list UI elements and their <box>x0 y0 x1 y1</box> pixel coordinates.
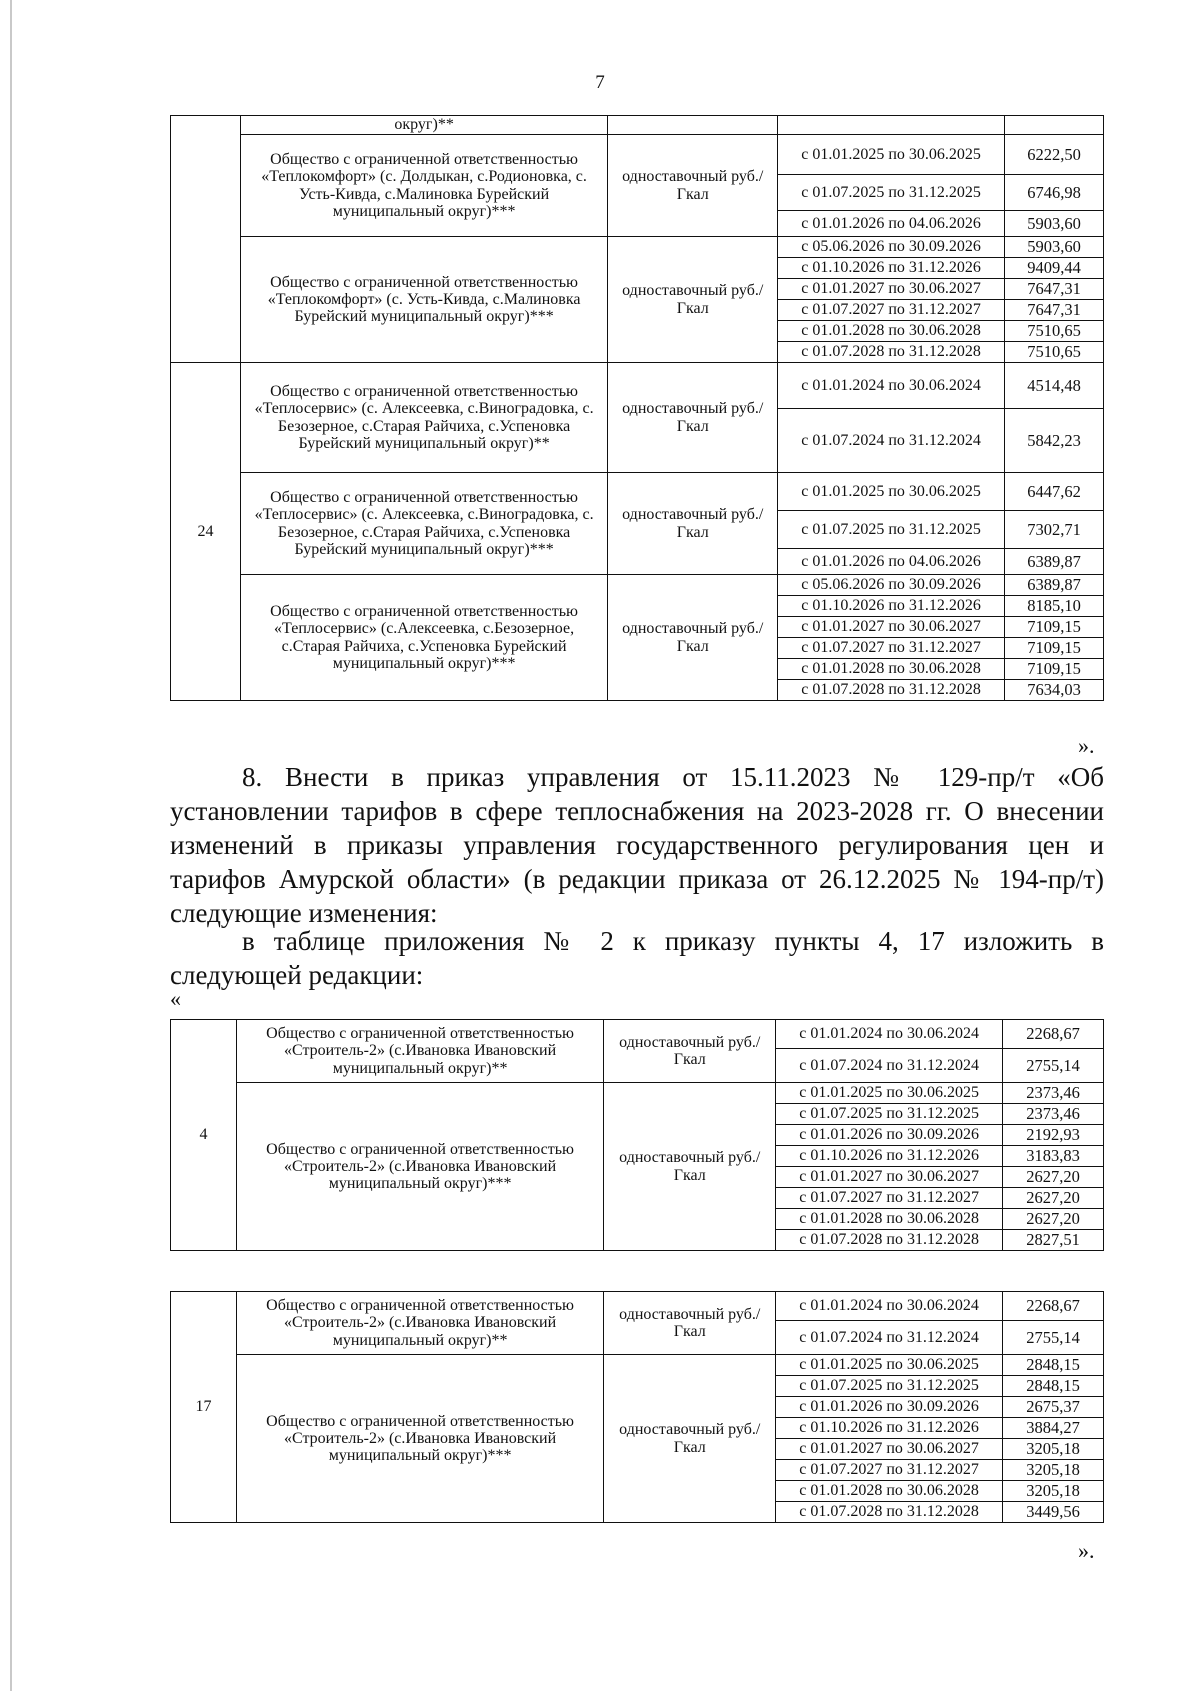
tariff-value-cell: 7510,65 <box>1005 342 1104 363</box>
tariff-value-cell: 2192,93 <box>1003 1125 1104 1146</box>
scan-edge <box>10 0 12 1691</box>
unit-cell: одноставочный руб./Гкал <box>608 237 778 363</box>
tariff-value-cell <box>1005 116 1104 135</box>
tariff-value-cell: 2627,20 <box>1003 1188 1104 1209</box>
tariff-value-cell: 4514,48 <box>1005 363 1104 409</box>
tariff-value-cell: 6389,87 <box>1005 575 1104 596</box>
period-cell: с 01.07.2027 по 31.12.2027 <box>778 300 1005 321</box>
closing-quote: ». <box>1078 733 1095 758</box>
period-cell: с 01.07.2024 по 31.12.2024 <box>778 409 1005 473</box>
tariff-value-cell: 7647,31 <box>1005 279 1104 300</box>
tariff-value-cell: 7647,31 <box>1005 300 1104 321</box>
period-cell: с 01.01.2027 по 30.06.2027 <box>776 1439 1003 1460</box>
period-cell: с 01.01.2026 по 04.06.2026 <box>778 211 1005 237</box>
text-line: изменений в приказы управления государственного регулирования цен и <box>170 830 1104 860</box>
period-cell: с 01.01.2027 по 30.06.2027 <box>776 1167 1003 1188</box>
tariff-table-item-17 <box>170 1291 1104 1523</box>
period-cell: с 01.07.2024 по 31.12.2024 <box>776 1049 1003 1083</box>
tariff-value-cell: 7109,15 <box>1005 638 1104 659</box>
text-line: следующие изменения: <box>170 898 438 928</box>
period-cell: с 01.01.2024 по 30.06.2024 <box>778 363 1005 409</box>
opening-quote: « <box>170 986 181 1011</box>
organization-name-cell: Общество с ограниченной ответственностью «Строитель-2» (с.Ивановка Ивановский муниципальный округ)*** <box>236 1355 603 1523</box>
table-row <box>171 116 1104 135</box>
period-cell: с 01.01.2026 по 30.09.2026 <box>776 1397 1003 1418</box>
tariff-value-cell: 5842,23 <box>1005 409 1104 473</box>
period-cell: с 01.07.2027 по 31.12.2027 <box>776 1460 1003 1481</box>
table-row <box>171 1355 1104 1376</box>
period-cell: с 01.01.2028 по 30.06.2028 <box>776 1481 1003 1502</box>
unit-cell <box>608 116 778 135</box>
period-cell <box>778 116 1005 135</box>
item-number-cell: 17 <box>171 1292 237 1523</box>
item-number-cell: 24 <box>171 363 241 701</box>
period-cell: с 01.07.2025 по 31.12.2025 <box>778 175 1005 211</box>
table-row <box>171 473 1104 511</box>
period-cell: с 01.01.2025 по 30.06.2025 <box>776 1083 1003 1104</box>
tariff-value-cell: 6389,87 <box>1005 549 1104 575</box>
organization-name-cell: Общество с ограниченной ответственностью «Теплокомфорт» (с. Усть-Кивда, с.Малиновка Бурейский муниципальный округ)*** <box>240 237 607 363</box>
period-cell: с 01.10.2026 по 31.12.2026 <box>778 596 1005 617</box>
period-cell: с 01.07.2028 по 31.12.2028 <box>778 680 1005 701</box>
organization-name-cell: Общество с ограниченной ответственностью «Теплосервис» (с.Алексеевка, с.Безозерное, с.Старая Райчиха, с.Успеновка Бурейский муниципальный округ)*** <box>240 575 607 701</box>
tariff-value-cell: 2373,46 <box>1003 1083 1104 1104</box>
tariff-value-cell: 2675,37 <box>1003 1397 1104 1418</box>
unit-cell: одноставочный руб./Гкал <box>604 1083 776 1251</box>
period-cell: с 01.01.2028 по 30.06.2028 <box>778 321 1005 342</box>
period-cell: с 01.10.2026 по 31.12.2026 <box>778 258 1005 279</box>
period-cell: с 01.07.2025 по 31.12.2025 <box>778 511 1005 549</box>
tariff-value-cell: 9409,44 <box>1005 258 1104 279</box>
tariff-value-cell: 7510,65 <box>1005 321 1104 342</box>
unit-cell: одноставочный руб./Гкал <box>608 575 778 701</box>
tariff-value-cell: 6222,50 <box>1005 135 1104 175</box>
table-row <box>171 1292 1104 1321</box>
tariff-value-cell: 3205,18 <box>1003 1439 1104 1460</box>
unit-cell: одноставочный руб./Гкал <box>608 473 778 575</box>
period-cell: с 01.07.2028 по 31.12.2028 <box>778 342 1005 363</box>
period-cell: с 01.07.2025 по 31.12.2025 <box>776 1376 1003 1397</box>
unit-cell: одноставочный руб./Гкал <box>608 135 778 237</box>
organization-name-cell: Общество с ограниченной ответственностью «Строитель-2» (с.Ивановка Ивановский муниципальный округ)** <box>236 1020 603 1083</box>
period-cell: с 01.07.2028 по 31.12.2028 <box>776 1502 1003 1523</box>
tariff-value-cell: 2848,15 <box>1003 1355 1104 1376</box>
tariff-value-cell: 2848,15 <box>1003 1376 1104 1397</box>
period-cell: с 05.06.2026 по 30.09.2026 <box>778 575 1005 596</box>
tariff-value-cell: 2373,46 <box>1003 1104 1104 1125</box>
period-cell: с 01.10.2026 по 31.12.2026 <box>776 1146 1003 1167</box>
table-row <box>171 575 1104 596</box>
organization-name-cell: Общество с ограниченной ответственностью «Теплосервис» (с. Алексеевка, с.Виноградовка, с. Безозерное, с.Старая Райчиха, с.Успеновка Бурейский муниципальный округ)*** <box>240 473 607 575</box>
text-line: 8. Внести в приказ управления от 15.11.2023 № 129-пр/т «Об <box>242 762 1104 792</box>
tariff-value-cell: 2755,14 <box>1003 1049 1104 1083</box>
item-number-cell <box>171 116 241 135</box>
period-cell: с 01.01.2025 по 30.06.2025 <box>778 135 1005 175</box>
tariff-value-cell: 7109,15 <box>1005 617 1104 638</box>
tariff-table-continued <box>170 115 1104 701</box>
item-number-cell <box>171 135 241 363</box>
item-number-cell: 4 <box>171 1020 237 1251</box>
tariff-table-item-4 <box>170 1019 1104 1251</box>
table-row <box>171 1083 1104 1104</box>
closing-quote: ». <box>1078 1538 1095 1563</box>
tariff-value-cell: 2755,14 <box>1003 1321 1104 1355</box>
period-cell: с 01.10.2026 по 31.12.2026 <box>776 1418 1003 1439</box>
table-row <box>171 237 1104 258</box>
tariff-value-cell: 5903,60 <box>1005 211 1104 237</box>
period-cell: с 01.01.2028 по 30.06.2028 <box>778 659 1005 680</box>
organization-name-cell: Общество с ограниченной ответственностью «Теплосервис» (с. Алексеевка, с.Виноградовка, с. Безозерное, с.Старая Райчиха, с.Успеновка Бурейский муниципальный округ)** <box>240 363 607 473</box>
table-row <box>171 363 1104 409</box>
organization-name-cell: Общество с ограниченной ответственностью «Строитель-2» (с.Ивановка Ивановский муниципальный округ)*** <box>236 1083 603 1251</box>
period-cell: с 01.01.2027 по 30.06.2027 <box>778 617 1005 638</box>
text-line: тарифов Амурской области» (в редакции приказа от 26.12.2025 № 194-пр/т) <box>170 864 1104 894</box>
organization-name-cell: округ)** <box>240 116 607 135</box>
text-line: в таблице приложения № 2 к приказу пункты 4, 17 изложить в <box>242 926 1104 956</box>
tariff-value-cell: 2827,51 <box>1003 1230 1104 1251</box>
period-cell: с 01.01.2026 по 30.09.2026 <box>776 1125 1003 1146</box>
tariff-value-cell: 6746,98 <box>1005 175 1104 211</box>
period-cell: с 01.07.2024 по 31.12.2024 <box>776 1321 1003 1355</box>
table-row <box>171 135 1104 175</box>
period-cell: с 01.01.2025 по 30.06.2025 <box>778 473 1005 511</box>
period-cell: с 01.01.2027 по 30.06.2027 <box>778 279 1005 300</box>
tariff-value-cell: 3183,83 <box>1003 1146 1104 1167</box>
tariff-value-cell: 3884,27 <box>1003 1418 1104 1439</box>
tariff-value-cell: 3205,18 <box>1003 1460 1104 1481</box>
period-cell: с 01.07.2027 по 31.12.2027 <box>778 638 1005 659</box>
table-row <box>171 1020 1104 1049</box>
text-line: следующей редакции: <box>170 960 424 990</box>
period-cell: с 01.01.2024 по 30.06.2024 <box>776 1020 1003 1049</box>
text-line: установлении тарифов в сфере теплоснабжения на 2023-2028 гг. О внесении <box>170 796 1104 826</box>
unit-cell: одноставочный руб./Гкал <box>604 1020 776 1083</box>
tariff-value-cell: 2627,20 <box>1003 1167 1104 1188</box>
period-cell: с 01.01.2028 по 30.06.2028 <box>776 1209 1003 1230</box>
tariff-value-cell: 3205,18 <box>1003 1481 1104 1502</box>
tariff-value-cell: 2268,67 <box>1003 1020 1104 1049</box>
organization-name-cell: Общество с ограниченной ответственностью «Строитель-2» (с.Ивановка Ивановский муниципальный округ)** <box>236 1292 603 1355</box>
unit-cell: одноставочный руб./Гкал <box>604 1292 776 1355</box>
unit-cell: одноставочный руб./Гкал <box>604 1355 776 1523</box>
period-cell: с 01.01.2026 по 04.06.2026 <box>778 549 1005 575</box>
period-cell: с 01.07.2027 по 31.12.2027 <box>776 1188 1003 1209</box>
organization-name-cell: Общество с ограниченной ответственностью «Теплокомфорт» (с. Долдыкан, с.Родионовка, с. Усть-Кивда, с.Малиновка Бурейский муниципальный округ)*** <box>240 135 607 237</box>
paragraph-8 <box>170 760 1104 930</box>
period-cell: с 01.01.2024 по 30.06.2024 <box>776 1292 1003 1321</box>
tariff-value-cell: 7634,03 <box>1005 680 1104 701</box>
tariff-value-cell: 3449,56 <box>1003 1502 1104 1523</box>
period-cell: с 01.07.2028 по 31.12.2028 <box>776 1230 1003 1251</box>
period-cell: с 01.07.2025 по 31.12.2025 <box>776 1104 1003 1125</box>
tariff-value-cell: 7302,71 <box>1005 511 1104 549</box>
period-cell: с 05.06.2026 по 30.09.2026 <box>778 237 1005 258</box>
tariff-value-cell: 6447,62 <box>1005 473 1104 511</box>
page-number: 7 <box>595 72 605 93</box>
tariff-value-cell: 5903,60 <box>1005 237 1104 258</box>
tariff-value-cell: 2627,20 <box>1003 1209 1104 1230</box>
tariff-value-cell: 2268,67 <box>1003 1292 1104 1321</box>
unit-cell: одноставочный руб./Гкал <box>608 363 778 473</box>
tariff-value-cell: 7109,15 <box>1005 659 1104 680</box>
tariff-value-cell: 8185,10 <box>1005 596 1104 617</box>
period-cell: с 01.01.2025 по 30.06.2025 <box>776 1355 1003 1376</box>
paragraph-table-instruction <box>170 924 1104 992</box>
